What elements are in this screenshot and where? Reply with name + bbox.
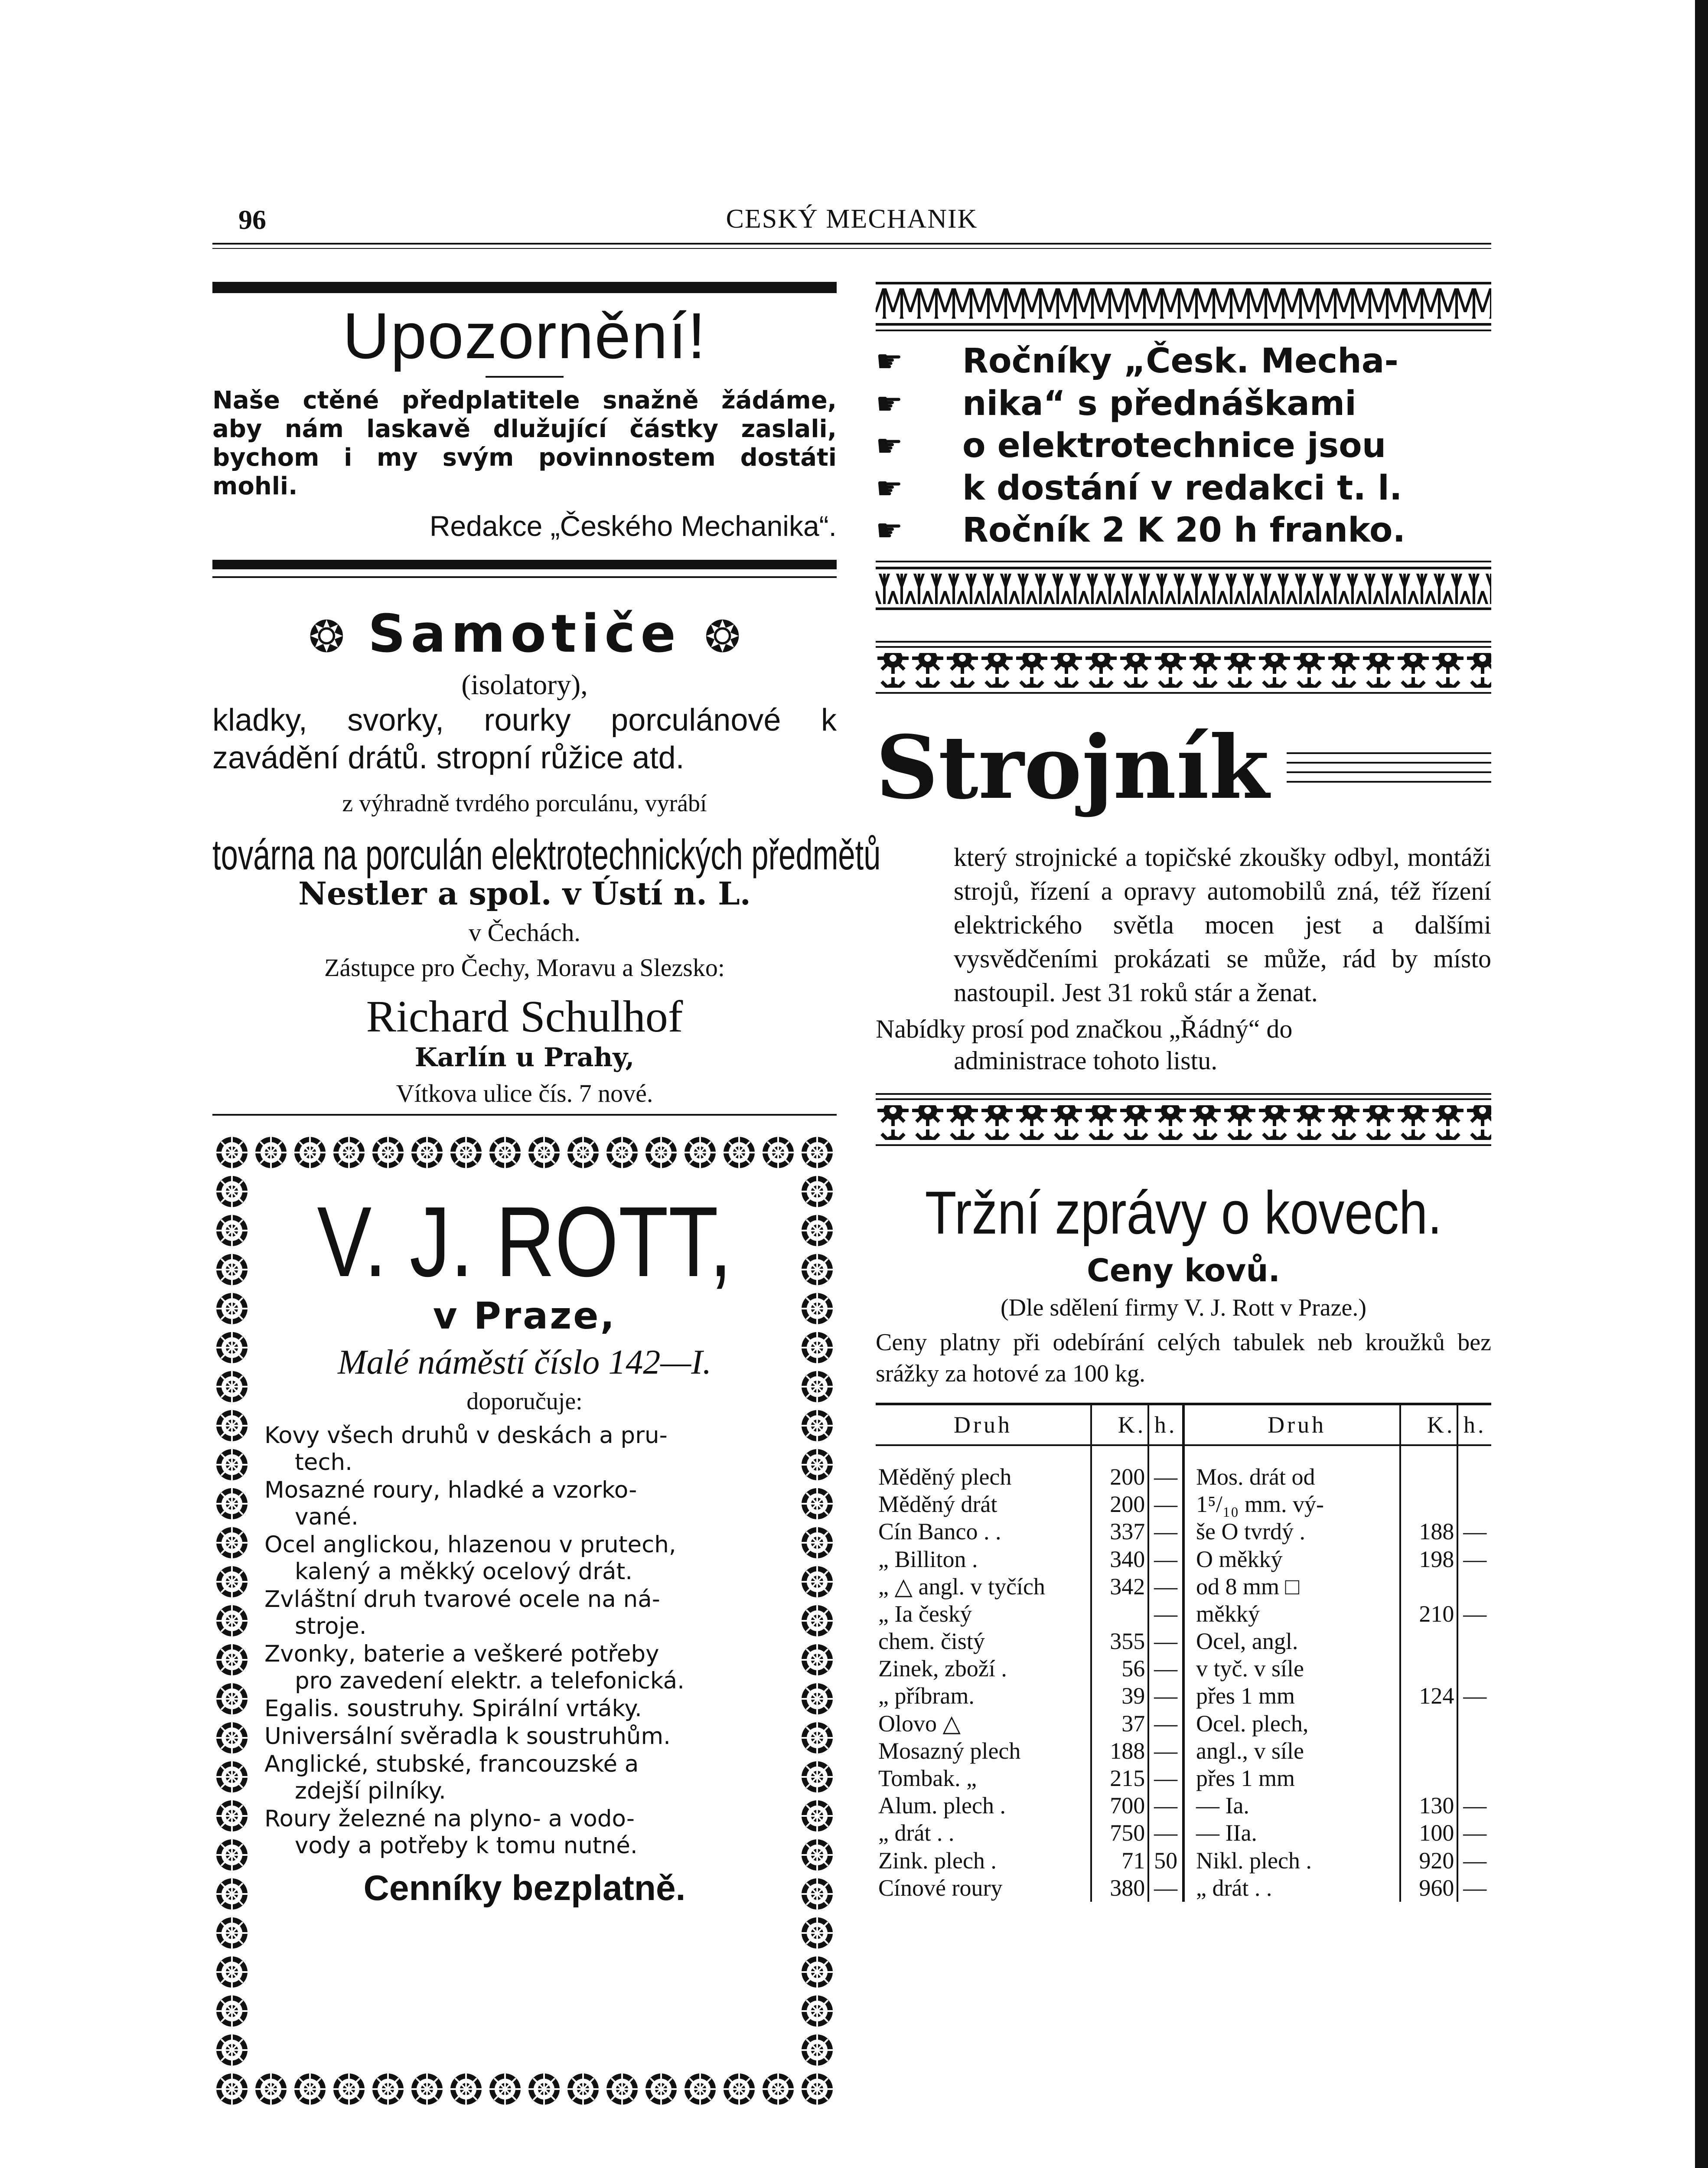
- cell-right-h: [1457, 1573, 1491, 1600]
- item-continuation: stroje.: [295, 1613, 367, 1639]
- item-text: Zvláštní druh tvarové ocele na ná-: [264, 1586, 660, 1613]
- rott-name: V. J. ROTT,: [317, 1186, 732, 1298]
- rocniky-line: [876, 467, 1491, 510]
- cell-right-name: Ocel, angl.: [1183, 1628, 1400, 1655]
- cell-right-name: „ drát . .: [1183, 1874, 1400, 1902]
- page-header: [212, 204, 1491, 243]
- col-k: K.: [1091, 1404, 1148, 1445]
- section-thin-rule: [212, 576, 837, 578]
- heading-lines: [1287, 744, 1491, 790]
- cell-left-k: 188: [1091, 1737, 1148, 1765]
- item-continuation: kalený a měkký ocelový drát.: [295, 1558, 633, 1585]
- title-underline: [486, 376, 564, 378]
- item-text: Egalis. soustruhy. Spirální vrtáky.: [264, 1695, 642, 1722]
- samotice-factory: továrna na porculán elektrotechnických předmětů: [212, 831, 881, 879]
- ornament-band-bottom: [876, 561, 1491, 621]
- table-row: [876, 1491, 1491, 1518]
- rott-city: v Praze,: [433, 1294, 616, 1338]
- table-row: [876, 1737, 1491, 1765]
- item-text: Kovy všech druhů v deskách a pru-: [264, 1422, 668, 1449]
- strojnik-text: který strojnické a topičské zkoušky odbyl, montáži strojů, řízení a opravy automobilů zná, též řízení elektrického světla mocen jest a dalšími vysvědčeními prokázati se může, rád by místo nastoupil. Jest 31 roků stár a ženat.: [954, 842, 1491, 1007]
- rocniky-text: Ročník 2 K 20 h franko.: [962, 511, 1406, 550]
- cell-right-name: přes 1 mm: [1183, 1682, 1400, 1710]
- table-row: [876, 1546, 1491, 1573]
- trzni-source: (Dle sdělení firmy V. J. Rott v Praze.): [1000, 1294, 1367, 1321]
- cell-right-k: 920: [1400, 1847, 1457, 1874]
- rocniky-text: Ročníky „Česk. Mecha-: [962, 342, 1398, 381]
- item-continuation: vané.: [295, 1503, 359, 1530]
- cell-right-name: měkký: [1183, 1600, 1400, 1628]
- cell-left-h: —: [1148, 1628, 1183, 1655]
- cell-left-name: „ △ angl. v tyčích: [878, 1573, 1045, 1600]
- table-header: [876, 1404, 1491, 1445]
- cell-left-h: —: [1148, 1792, 1183, 1819]
- cell-left-k: 342: [1091, 1573, 1148, 1600]
- cell-left-k: 355: [1091, 1628, 1148, 1655]
- pointing-hand-icon: ☛: [876, 345, 903, 379]
- samotice-agent-name: Richard Schulhof: [366, 992, 683, 1042]
- cell-left-name: „ příbram.: [878, 1683, 975, 1709]
- journal-title: CESKÝ MECHANIK: [726, 204, 978, 234]
- table-row: [876, 1847, 1491, 1874]
- header-rule: [212, 243, 1491, 249]
- price-table: [876, 1403, 1491, 1902]
- cell-right-k: 198: [1400, 1546, 1457, 1573]
- cell-left-name: „ drát . .: [878, 1820, 955, 1846]
- trzni-title: Tržní zprávy o kovech.: [925, 1178, 1442, 1247]
- cell-right-k: [1400, 1737, 1457, 1765]
- cell-left-k: 39: [1091, 1682, 1148, 1710]
- col-h: h.: [1148, 1404, 1183, 1445]
- pointing-hand-icon: ☛: [876, 472, 903, 506]
- cell-left-h: —: [1148, 1819, 1183, 1847]
- cell-right-k: 124: [1400, 1682, 1457, 1710]
- ornament-band-top: [876, 282, 1491, 334]
- cell-right-h: —: [1457, 1518, 1491, 1545]
- section-rule: [212, 1114, 837, 1116]
- rocniky-line: [876, 383, 1491, 425]
- col-druh: Druh: [876, 1404, 1091, 1445]
- samotice-agent-city: Karlín u Prahy,: [414, 1042, 635, 1073]
- trzni-note: Ceny platny při odebírání celých tabulek neb kroužků bez srážky za hotové za 100 kg.: [876, 1329, 1491, 1388]
- table-row: [876, 1463, 1491, 1491]
- cell-left-k: 200: [1091, 1463, 1148, 1491]
- table-row: [876, 1710, 1491, 1737]
- cell-left-name: Zinek, zboží .: [878, 1655, 1007, 1682]
- upozorneni-signature: Redakce „Českého Mechanika“.: [429, 510, 837, 542]
- item-continuation: vody a potřeby k tomu nutné.: [295, 1832, 638, 1859]
- item-text: Roury železné na plyno- a vodo-: [264, 1805, 635, 1832]
- left-column: [212, 282, 881, 2109]
- pointing-hand-icon: ☛: [876, 514, 903, 548]
- cell-left-name: Cínové roury: [878, 1874, 1003, 1901]
- cell-right-k: [1400, 1765, 1457, 1792]
- pointing-hand-icon: ☛: [876, 430, 903, 464]
- cell-right-k: 210: [1400, 1600, 1457, 1628]
- list-item: [264, 1641, 785, 1695]
- cell-left-k: 700: [1091, 1792, 1148, 1819]
- rott-product-list: [264, 1422, 785, 1859]
- cell-right-h: —: [1457, 1546, 1491, 1573]
- section-bar: [212, 560, 837, 569]
- cell-left-h: 50: [1148, 1847, 1183, 1874]
- strojnik-offer: Nabídky prosí pod značkou „Řádný“ do: [876, 1014, 1293, 1043]
- trzni-subtitle: Ceny kovů.: [1087, 1252, 1280, 1289]
- cell-right-h: [1457, 1655, 1491, 1682]
- cell-right-h: —: [1457, 1682, 1491, 1710]
- col-k-2: K.: [1400, 1404, 1457, 1445]
- cell-left-name: „ Billiton .: [878, 1546, 978, 1572]
- rocniky-text: nika“ s přednáškami: [962, 384, 1356, 423]
- cell-left-name: Tombak. „: [878, 1765, 977, 1791]
- cell-left-name: chem. čistý: [878, 1628, 985, 1655]
- list-item: [264, 1806, 785, 1859]
- strojnik-heading: [876, 717, 1491, 819]
- rocniky-text: o elektrotechnice jsou: [962, 426, 1386, 465]
- table-row: [876, 1655, 1491, 1682]
- cell-left-h: —: [1148, 1546, 1183, 1573]
- cell-left-name: Cín Banco . .: [878, 1518, 1001, 1545]
- item-text: Ocel anglickou, hlazenou v prutech,: [264, 1531, 676, 1558]
- rott-advertisement: [212, 1133, 837, 2109]
- cell-left-k: 380: [1091, 1874, 1148, 1902]
- cell-right-name: 1⁵/₁₀ mm. vý-: [1183, 1491, 1400, 1518]
- price-table-body: [876, 1445, 1491, 1902]
- cell-right-h: —: [1457, 1874, 1491, 1902]
- item-continuation: tech.: [295, 1449, 352, 1476]
- item-continuation: zdejší pilníky.: [295, 1777, 446, 1804]
- item-text: Anglické, stubské, francouzské a: [264, 1750, 639, 1777]
- cell-right-name: přes 1 mm: [1183, 1765, 1400, 1792]
- cell-right-name: še O tvrdý .: [1183, 1518, 1400, 1545]
- cell-right-name: v tyč. v síle: [1183, 1655, 1400, 1682]
- item-text: Universální svěradla k soustruhům.: [264, 1723, 671, 1750]
- cell-left-name: Mosazný plech: [878, 1737, 1021, 1764]
- table-row: [876, 1518, 1491, 1545]
- samotice-agent-address: Vítkova ulice čís. 7 nové.: [396, 1079, 653, 1108]
- pointing-hand-icon: ☛: [876, 387, 903, 421]
- cell-left-k: [1091, 1600, 1148, 1628]
- list-item: [264, 1422, 785, 1476]
- cell-right-name: — Ia.: [1183, 1792, 1400, 1819]
- cell-right-h: —: [1457, 1792, 1491, 1819]
- table-row: [876, 1600, 1491, 1628]
- cell-right-k: 130: [1400, 1792, 1457, 1819]
- samotice-company: Nestler a spol. v Ústí n. L.: [298, 875, 751, 912]
- cell-right-k: 100: [1400, 1819, 1457, 1847]
- rott-content: [264, 1186, 785, 1909]
- table-row: [876, 1682, 1491, 1710]
- rott-recommends: doporučuje:: [466, 1388, 583, 1415]
- cell-left-k: 337: [1091, 1518, 1148, 1545]
- cell-right-name: od 8 mm □: [1183, 1573, 1400, 1600]
- cell-left-name: Alum. plech .: [878, 1793, 1006, 1819]
- cell-right-name: — IIa.: [1183, 1819, 1400, 1847]
- item-continuation: pro zavedení elektr. a telefonická.: [295, 1667, 685, 1694]
- cell-right-k: 960: [1400, 1874, 1457, 1902]
- cell-right-h: [1457, 1737, 1491, 1765]
- star-band-2: [876, 1093, 1491, 1149]
- strojnik-offer-continued: administrace tohoto listu.: [954, 1046, 1218, 1075]
- samotice-subtitle: (isolatory),: [461, 669, 588, 701]
- cell-left-h: —: [1148, 1682, 1183, 1710]
- cell-right-h: —: [1457, 1847, 1491, 1874]
- cell-left-name: „ Ia český: [878, 1600, 972, 1627]
- samotice-heading: [212, 604, 837, 664]
- cell-left-h: —: [1148, 1655, 1183, 1682]
- col-druh-2: Druh: [1183, 1404, 1400, 1445]
- cell-left-k: 215: [1091, 1765, 1148, 1792]
- upozorneni-title: Upozornění!: [342, 299, 707, 372]
- cell-left-name: Měděný plech: [878, 1464, 1012, 1490]
- cell-left-h: —: [1148, 1765, 1183, 1792]
- cell-right-name: Nikl. plech .: [1183, 1847, 1400, 1874]
- cell-left-h: —: [1148, 1737, 1183, 1765]
- cell-left-h: —: [1148, 1710, 1183, 1737]
- samotice-country: v Čechách.: [469, 918, 580, 947]
- cell-right-k: 188: [1400, 1518, 1457, 1545]
- rocniky-line: [876, 509, 1491, 552]
- list-item: [264, 1751, 785, 1805]
- upozorneni-text: Naše ctěné předplatitele snažně žádáme, aby nám laskavě dlužující částky zaslali, bychom i my svým povinnostem dostáti mohli.: [212, 386, 837, 501]
- cell-right-name: Ocel. plech,: [1183, 1710, 1400, 1737]
- rocniky-line: [876, 340, 1491, 383]
- cell-right-h: —: [1457, 1819, 1491, 1847]
- rocniky-advertisement: [876, 340, 1491, 552]
- list-item: [264, 1477, 785, 1531]
- table-row: [876, 1874, 1491, 1902]
- cell-right-k: [1400, 1491, 1457, 1518]
- cell-right-k: [1400, 1628, 1457, 1655]
- rott-pricelists: Cenníky bezplatně.: [363, 1868, 686, 1908]
- cell-left-h: —: [1148, 1463, 1183, 1491]
- cell-left-name: Zink. plech .: [878, 1847, 997, 1874]
- page-number: 96: [238, 204, 266, 235]
- list-item: [264, 1695, 785, 1722]
- cell-right-h: [1457, 1491, 1491, 1518]
- cell-right-name: angl., v síle: [1183, 1737, 1400, 1765]
- table-spacer: [876, 1445, 1491, 1463]
- cell-left-name: Olovo △: [878, 1710, 961, 1737]
- ornament-icon: ❂: [704, 611, 741, 663]
- cell-left-k: 750: [1091, 1819, 1148, 1847]
- page-edge: [1695, 0, 1708, 2168]
- item-text: Zvonky, baterie a veškeré potřeby: [264, 1640, 659, 1667]
- cell-left-h: —: [1148, 1874, 1183, 1902]
- cell-left-h: —: [1148, 1518, 1183, 1545]
- cell-left-k: 37: [1091, 1710, 1148, 1737]
- cell-left-k: 200: [1091, 1491, 1148, 1518]
- cell-right-h: —: [1457, 1600, 1491, 1628]
- table-row: [876, 1819, 1491, 1847]
- rocniky-line: [876, 425, 1491, 467]
- samotice-products: kladky, svorky, rourky porculánové k zavádění drátů. stropní růžice atd.: [212, 703, 837, 775]
- cell-left-k: 56: [1091, 1655, 1148, 1682]
- list-item: [264, 1531, 785, 1585]
- cell-left-h: —: [1148, 1600, 1183, 1628]
- ornament-icon: ❂: [308, 611, 345, 663]
- cell-left-k: 71: [1091, 1847, 1148, 1874]
- item-text: Mosazné roury, hladké a vzorko-: [264, 1476, 637, 1503]
- cell-right-name: O měkký: [1183, 1546, 1400, 1573]
- rocniky-text: k dostání v redakci t. l.: [962, 468, 1402, 508]
- list-item: [264, 1586, 785, 1640]
- cell-right-h: [1457, 1628, 1491, 1655]
- cell-right-h: [1457, 1765, 1491, 1792]
- strojnik-title: Strojník: [876, 716, 1269, 819]
- cell-left-k: 340: [1091, 1546, 1148, 1573]
- col-h-2: h.: [1457, 1404, 1491, 1445]
- cell-right-k: [1400, 1655, 1457, 1682]
- cell-left-h: —: [1148, 1573, 1183, 1600]
- cell-right-k: [1400, 1463, 1457, 1491]
- table-row: [876, 1573, 1491, 1600]
- samotice-agent-intro: Zástupce pro Čechy, Moravu a Slezsko:: [324, 953, 725, 982]
- table-row: [876, 1765, 1491, 1792]
- right-column: [876, 282, 1491, 1902]
- star-band: [876, 641, 1491, 697]
- cell-right-h: [1457, 1463, 1491, 1491]
- top-bar: [212, 282, 837, 293]
- cell-right-k: [1400, 1573, 1457, 1600]
- cell-left-h: —: [1148, 1491, 1183, 1518]
- cell-right-h: [1457, 1710, 1491, 1737]
- cell-right-k: [1400, 1710, 1457, 1737]
- table-row: [876, 1792, 1491, 1819]
- samotice-title: Samotiče: [368, 604, 681, 665]
- table-row: [876, 1628, 1491, 1655]
- cell-left-name: Měděný drát: [878, 1491, 997, 1518]
- cell-right-name: Mos. drát od: [1183, 1463, 1400, 1491]
- rott-address: Malé náměstí číslo 142—I.: [337, 1343, 712, 1381]
- samotice-material: z výhradně tvrdého porculánu, vyrábí: [342, 790, 707, 817]
- list-item: [264, 1723, 785, 1750]
